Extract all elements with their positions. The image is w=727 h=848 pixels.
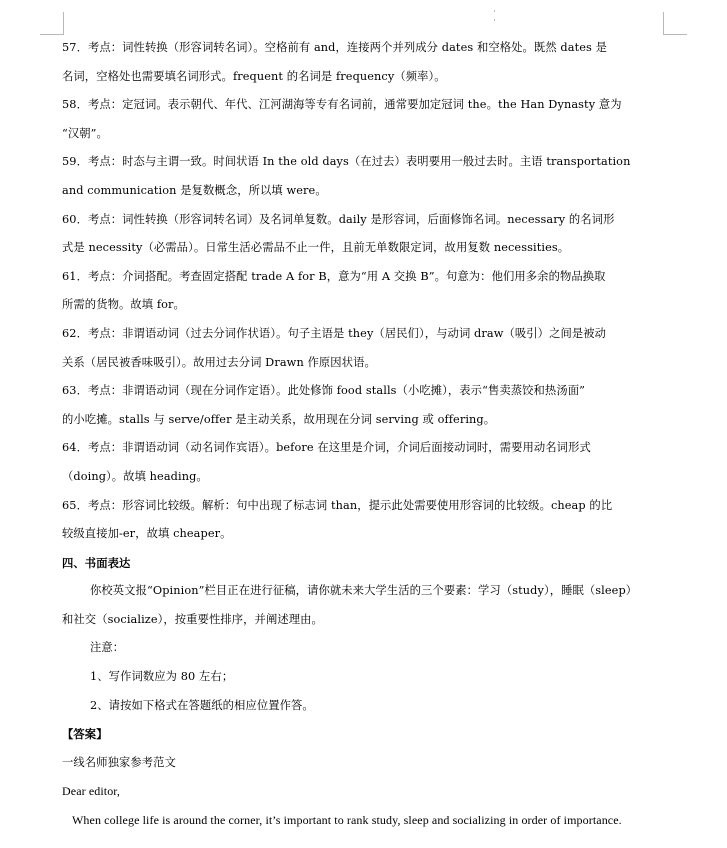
text-line: 61．考点：介词搭配。考查固定搭配 trade A for B，意为“用 A 交换 B”。句意为：他们用多余的物品换取 — [62, 269, 606, 283]
corner-mark-top-left-v — [63, 12, 64, 35]
text-line: 62．考点：非谓语动词（过去分词作状语）。句子主语是 they（居民们），与动词 draw（吸引）之间是被动 — [62, 326, 607, 340]
source-note: 一线名师独家参考范文 — [62, 755, 176, 769]
text-line: 的小吃摊。stalls 与 serve/offer 是主动关系，故用现在分词 serving 或 offering。 — [62, 412, 496, 426]
text-line: 名词，空格处也需要填名词形式。frequent 的名词是 frequency（频率）。 — [62, 69, 446, 83]
salutation: Dear editor, — [62, 784, 121, 799]
notice-item: 2、请按如下格式在答题纸的相应位置作答。 — [90, 698, 314, 712]
text-line: 59．考点：时态与主谓一致。时间状语 In the old days（在过去）表明要用一般过去时。主语 transportation — [62, 155, 631, 169]
text-line: “汉朝”。 — [62, 126, 108, 140]
essay-line: When college life is around the corner, it’s important to rank study, sleep and socializing in order of importance. — [72, 813, 622, 828]
corner-mark-top-left-h — [40, 34, 64, 35]
text-line: 式是 necessity（必需品）。日常生活必需品不止一件，且前无单数限定词，故用复数 necessities。 — [62, 241, 570, 255]
text-line: 关系（居民被香味吸引）。故用过去分词 Drawn 作原因状语。 — [62, 355, 376, 369]
notice-label: 注意： — [90, 641, 125, 655]
prompt-line: 和社交（socialize），按重要性排序，并阐述理由。 — [62, 612, 323, 626]
prompt-line: 你校英文报“Opinion”栏目正在进行征稿，请你就未来大学生活的三个要素：学习（study），睡眠（sleep） — [90, 584, 638, 598]
text-line: 57．考点：词性转换（形容词转名词）。空格前有 and，连接两个并列成分 dates 和空格处。既然 dates 是 — [62, 41, 607, 54]
section-heading: 四、书面表达 — [62, 555, 131, 570]
text-line: 64．考点：非谓语动词（动名词作宾语）。before 在这里是介词，介词后面接动词时，需要用动名词形式 — [62, 441, 591, 455]
text-line: 所需的货物。故填 for。 — [62, 298, 185, 312]
text-line: 60．考点：词性转换（形容词转名词）及名词单复数。daily 是形容词，后面修饰名词。necessary 的名词形 — [62, 212, 615, 226]
text-line: 63．考点：非谓语动词（现在分词作定语）。此处修饰 food stalls（小吃摊），表示“售卖蒸饺和热汤面” — [62, 384, 586, 398]
text-line: （doing）。故填 heading。 — [62, 469, 208, 483]
header-dot — [494, 19, 495, 21]
document-body — [62, 34, 662, 835]
text-line: 58．考点：定冠词。表示朝代、年代、江河湖海等专有名词前，通常要加定冠词 the。the Han Dynasty 意为 — [62, 98, 622, 112]
text-line: and communication 是复数概念，所以填 were。 — [62, 183, 327, 197]
corner-mark-top-right-h — [663, 34, 687, 35]
corner-mark-top-right-v — [663, 12, 664, 35]
text-line: 较级直接加-er，故填 cheaper。 — [62, 527, 232, 541]
notice-item: 1、写作词数应为 80 左右； — [90, 670, 234, 684]
answer-label: 【答案】 — [62, 727, 108, 742]
text-line: 65．考点：形容词比较级。解析：句中出现了标志词 than，提示此处需要使用形容词的比较级。cheap 的比 — [62, 498, 613, 512]
header-dot — [494, 10, 495, 12]
